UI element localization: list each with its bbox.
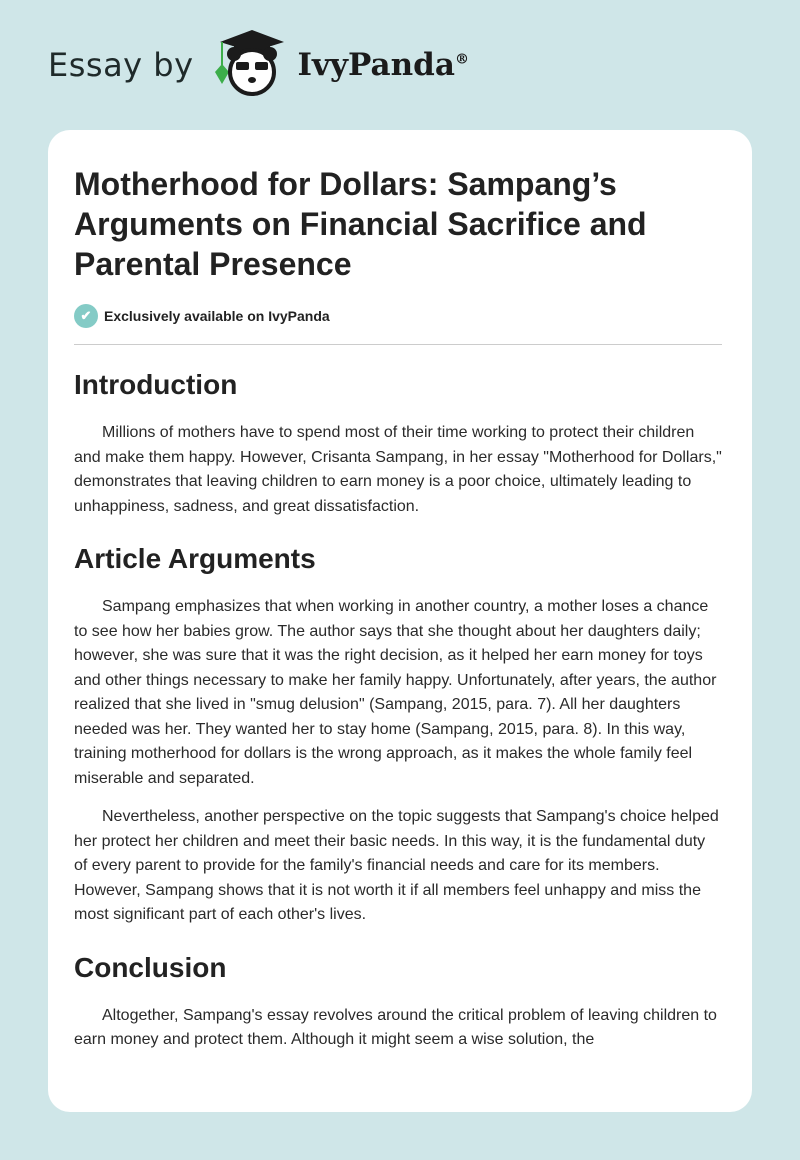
brand-text: IvyPanda (297, 47, 455, 83)
paragraph: Altogether, Sampang's essay revolves around the critical problem of leaving children to earn money and protect them. Although it might seem a wise solution, the (74, 1006, 717, 1048)
section-heading: Conclusion (74, 951, 227, 983)
exclusive-badge (74, 304, 722, 328)
paragraph: Sampang emphasizes that when working in another country, a mother loses a chance to see how her babies grow. The author says that she thought about her daughters daily; however, she was sure that it was the right decision, as it helped her earn money for toys and other things necessary to make her family happy. Unfortunately, after years, the author realized that she lived in "smug delusion" (Sampang, 2015, para. 7). All her daughters needed was her. They wanted her to stay home (Sampang, 2015, para. 8). In this way, training motherhood for dollars is the wrong approach, as it makes the whole family feel miserable and separated. (74, 598, 717, 787)
panda-logo-icon[interactable] (212, 28, 292, 103)
section-heading: Introduction (74, 369, 238, 400)
essay-card (48, 130, 752, 1112)
essay-by-label: Essay by (48, 46, 194, 84)
registered-mark: ® (454, 51, 469, 68)
check-icon: ✔ (74, 304, 98, 328)
badge-label: Exclusively available on IvyPanda (104, 308, 330, 324)
section-heading: Article Arguments (74, 543, 316, 574)
brand-name[interactable] (298, 47, 469, 83)
site-header (48, 30, 469, 100)
divider (74, 344, 722, 345)
paragraph: Millions of mothers have to spend most of their time working to protect their children and make them happy. However, Crisanta Sampang, in her essay "Motherhood for Dollars," demonstrates that leaving children to earn money is a poor choice, ultimately leading to unhappiness, sadness, and great dissatisfaction. (74, 424, 722, 515)
paragraph: Nevertheless, another perspective on the topic suggests that Sampang's choice helped her protect her children and meet their basic needs. In this way, it is the fundamental duty of every parent to provide for the family's financial needs and care for its members. However, Sampang shows that it is not worth it if all members feel unhappy and miss the most significant part of each other's lives. (74, 808, 719, 923)
page-title: Motherhood for Dollars: Sampang’s Arguments on Financial Sacrifice and Parental Presence (74, 166, 647, 282)
